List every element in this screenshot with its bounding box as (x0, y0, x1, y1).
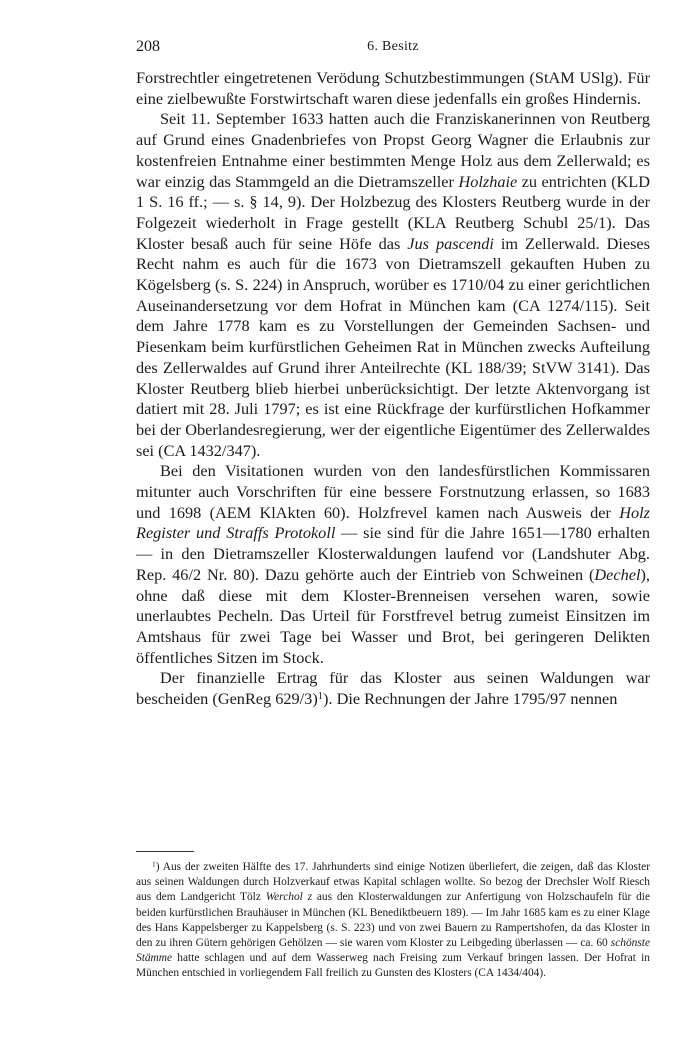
paragraph-3 (136, 461, 650, 668)
text-run: Der finanzielle Ertrag für das Kloster aus seinen Waldungen war bescheiden (GenReg 629/3) (136, 668, 650, 709)
text-run: ) Aus der zweiten Hälfte des 17. Jahrhunderts sind einige Notizen überliefert, die zeigen, daß das Kloster aus seinen Waldungen durch Holzverkauf etwas Kapital schlagen wollte. So bezog der Drechsler Wolf Riesch aus dem Landgericht Tölz (136, 861, 650, 904)
text-run: ), ohne daß diese mit dem Kloster-Brenneisen versehen waren, sowie unerlaubtes Pecheln. Das Urteil für Forstfrevel betrug zumeist Einsitzen im Amtshaus für zwei Tage bei Wasser und Brot, bei geringeren Delikten öffentliches Sitzen im Stock. (136, 564, 650, 667)
paragraph-4 (136, 668, 650, 709)
running-head: 6. Besitz (367, 39, 419, 54)
text-run: Seit 11. September 1633 hatten auch die Franziskanerinnen von Reutberg auf Grund eines Gnadenbriefes von Propst Georg Wagner die Erlaubnis zur kostenfreien Entnahme einer bestimmten Menge Holz aus dem Zellerwald; es war einzig das Stammgeld an die Dietramszeller (136, 109, 650, 191)
footnote-reference: 1 (317, 691, 324, 703)
footnote (136, 860, 650, 982)
text-run: ). Die Rechnungen der Jahre 1795/97 nennen (323, 689, 618, 709)
text-run: im Zellerwald. Dieses Recht nahm es auch für die 1673 von Dietramszell gekauften Huben zu Kögelsberg (s. S. 224) in Anspruch, worüber es 1710/04 zu einer gerichtlichen Auseinandersetzung vor dem Hofrat in München kam (CA 1274/115). Seit dem Jahre 1778 kam es zu Vorstellungen der Gemeinden Sachsen- und Piesenkam beim kurfürstlichen Geheimen Rat in München zwecks Aufteilung des Zellerwaldes auf Grund ihrer Anteilrechte (KL 188/39; StVW 3141). Das Kloster Reutberg blieb hierbei unberücksichtigt. Der letzte Aktenvorgang ist datiert mit 28. Juli 1797; es ist eine Rückfrage der kurfürstlichen Hofkammer bei der Oberlandesregierung, wer der eigentliche Eigentümer des Zellerwaldes sei (CA 1432/347). (136, 233, 650, 460)
main-text (136, 68, 650, 710)
text-run: zu entrichten (KLD 1 S. 16 ff.; — s. § 14, 9). Der Holzbezug des Klosters Reutberg wurde in der Folgezeit wiederholt in Frage gestellt (KLA Reutberg Schubl 25/1). Das Kloster besaß auch für seine Höfe das (136, 171, 650, 253)
text-run: — sie sind für die Jahre 1651—1780 erhalten — in den Dietramszeller Klosterwaldungen laufend vor (Landshuter Abg. Rep. 46/2 Nr. 80). Dazu gehörte auch der Eintrieb von Schweinen ( (136, 523, 650, 584)
italic-term: schönste Stämme (136, 937, 650, 965)
italic-term: Holz Register und Straffs Protokoll (136, 502, 650, 543)
italic-term: Werchol z (265, 891, 313, 904)
footnote-divider (136, 851, 194, 852)
text-run: Bei den Visitationen wurden von den landesfürstlichen Kommissaren mitunter auch Vorschriften für eine bessere Forstnutzung erlassen, so 1683 und 1698 (AEM KlAkten 60). Holzfrevel kamen nach Ausweis der (136, 461, 650, 522)
text-run: aus den Klosterwaldungen zur Anfertigung von Holzschaufeln für die beiden kurfürstlichen Brauhäuser in München (KL Benediktbeuern 189). — Im Jahr 1685 kam es zu einer Klage des Hans Kappelsberger zu Kappelsberg (s. S. 223) und von zwei Bauern zu Rampertshofen, da das Kloster in den zu ihren Gütern gehörigen Gehölzen — sie waren vom Kloster zu Leibgeding überlassen — ca. 60 (136, 891, 651, 950)
text-run: hatte schlagen und auf dem Wasserweg nach Freising zum Verkauf bringen lassen. Der Hofrat in München entschied in vorliegendem Fall freilich zu Gunsten des Klosters (CA 1434/404). (136, 952, 650, 980)
paragraph-2 (136, 109, 650, 461)
page-header (136, 38, 650, 62)
italic-term: Jus pascendi (407, 233, 494, 253)
italic-term: Holzhaie (458, 171, 518, 191)
italic-term: Dechel (594, 564, 641, 584)
page-number: 208 (136, 38, 160, 55)
footnote-marker: 1 (152, 859, 156, 869)
paragraph-1: Forstrechtler eingetretenen Verödung Schutzbestimmungen (StAM USlg). Für eine zielbewußte Forstwirtschaft waren diese jedenfalls ein großes Hindernis. (136, 68, 650, 108)
